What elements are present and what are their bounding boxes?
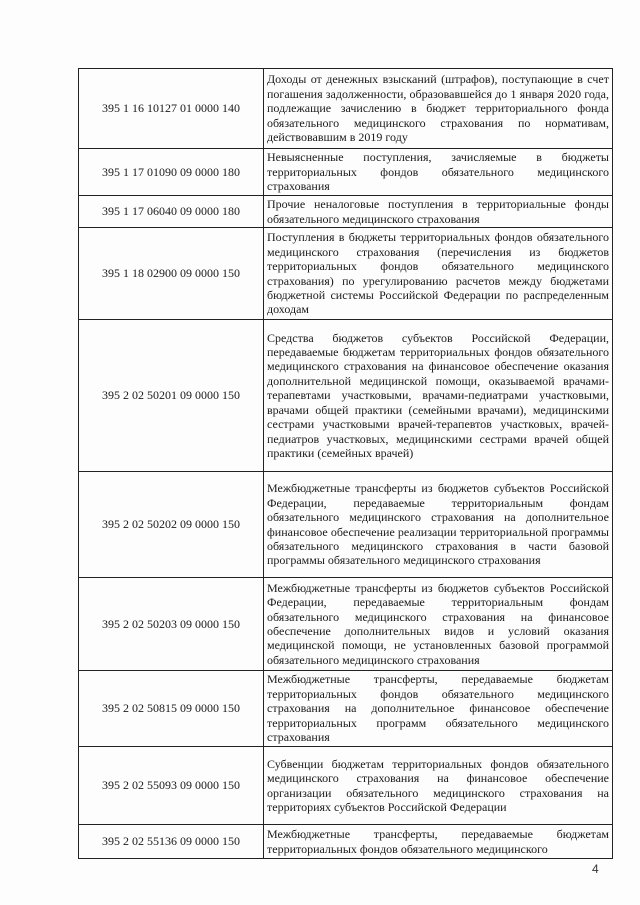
budget-code: 395 1 17 01090 09 0000 180 [79, 149, 264, 196]
budget-classification-table [78, 68, 613, 859]
budget-code: 395 2 02 50202 09 0000 150 [79, 472, 264, 578]
budget-code: 395 2 02 50201 09 0000 150 [79, 320, 264, 472]
table-row [79, 747, 613, 825]
budget-code: 395 1 18 02900 09 0000 150 [79, 228, 264, 320]
table-row [79, 149, 613, 196]
table-row [79, 196, 613, 228]
revenue-description: Межбюджетные трансферты, передаваемые бюджетам территориальных фондов обязательного медицинского страхования на дополнительное финансовое обеспечение территориальных программ обязательного медицинского страхования [264, 671, 613, 747]
revenue-description: Межбюджетные трансферты из бюджетов субъектов Российской Федерации, передаваемые территориальным фондам обязательного медицинского страхования на финансовое обеспечение дополнительных видов и условий оказания медицинской помощи, не установленных базовой программой обязательного медицинского страхования [264, 578, 613, 671]
revenue-description: Межбюджетные трансферты, передаваемые бюджетам территориальных фондов обязательного медицинского [264, 825, 613, 859]
table-row [79, 671, 613, 747]
revenue-description: Субвенции бюджетам территориальных фондов обязательного медицинского страхования на финансовое обеспечение организации обязательного медицинского страхования на территориях субъектов Российской Федерации [264, 747, 613, 825]
table-row [79, 228, 613, 320]
revenue-description: Прочие неналоговые поступления в территориальные фонды обязательного медицинского страхования [264, 196, 613, 228]
page-number: 4 [592, 862, 599, 876]
revenue-description: Доходы от денежных взысканий (штрафов), поступающие в счет погашения задолженности, образовавшейся до 1 января 2020 года, подлежащие зачислению в бюджет территориального фонда обязательного медицинского страхования по нормативам, действовавшим в 2019 году [264, 69, 613, 149]
budget-code: 395 1 16 10127 01 0000 140 [79, 69, 264, 149]
budget-code: 395 2 02 55136 09 0000 150 [79, 825, 264, 859]
budget-code: 395 2 02 50203 09 0000 150 [79, 578, 264, 671]
budget-code: 395 2 02 50815 09 0000 150 [79, 671, 264, 747]
budget-code: 395 2 02 55093 09 0000 150 [79, 747, 264, 825]
revenue-description: Невыясненные поступления, зачисляемые в бюджеты территориальных фондов обязательного медицинского страхования [264, 149, 613, 196]
revenue-description: Средства бюджетов субъектов Российской Федерации, передаваемые бюджетам территориальных фондов обязательного медицинского страхования на финансовое обеспечение оказания дополнительной медицинской помощи, оказываемой врачами-терапевтами участковыми, врачами-педиатрами участковыми, врачами общей практики (семейными врачами), медицинскими сестрами участковыми врачей-терапевтов участковых, врачей-педиатров участковых, медицинскими сестрами врачей общей практики (семейных врачей) [264, 320, 613, 472]
revenue-description: Межбюджетные трансферты из бюджетов субъектов Российской Федерации, передаваемые территориальным фондам обязательного медицинского страхования на дополнительное финансовое обеспечение реализации территориальной программы обязательного медицинского страхования в части базовой программы обязательного медицинского страхования [264, 472, 613, 578]
budget-code: 395 1 17 06040 09 0000 180 [79, 196, 264, 228]
table-row [79, 825, 613, 859]
table-body [79, 69, 613, 859]
table-row [79, 69, 613, 149]
table-row [79, 578, 613, 671]
revenue-description: Поступления в бюджеты территориальных фондов обязательного медицинского страхования (перечисления из бюджетов территориальных фондов обязательного медицинского страхования) по урегулированию расчетов между бюджетами бюджетной системы Российской Федерации по распределенным доходам [264, 228, 613, 320]
table-row [79, 320, 613, 472]
table-row [79, 472, 613, 578]
